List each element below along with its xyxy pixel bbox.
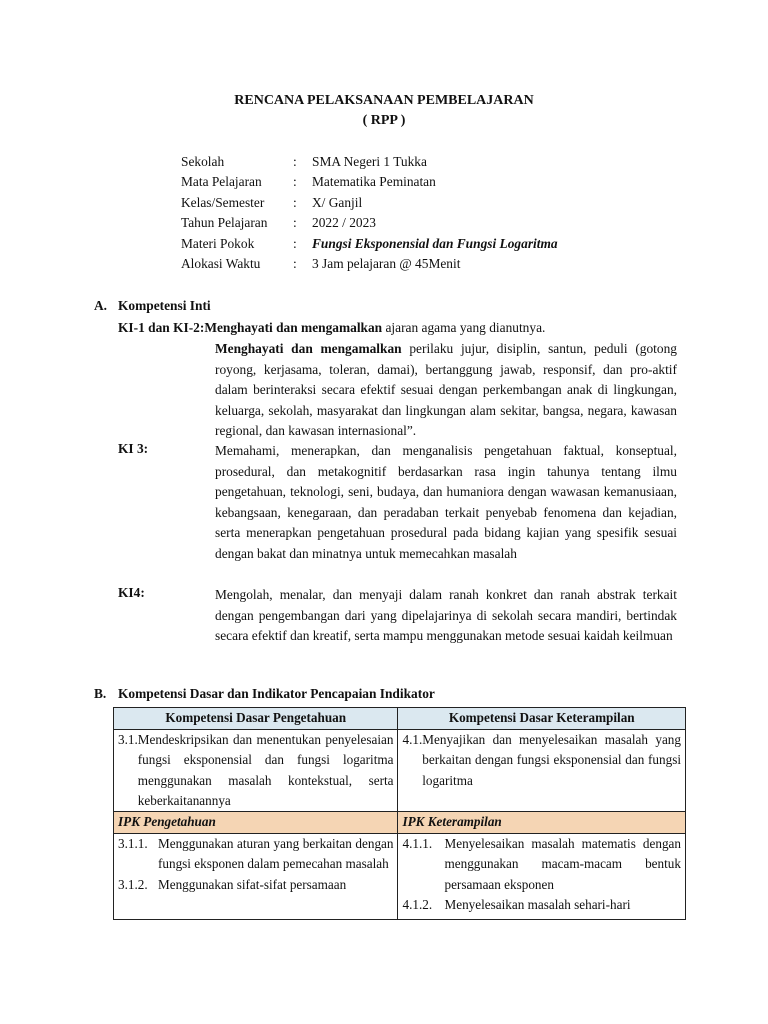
ki-1-2-continuation (215, 339, 677, 442)
kd-text: Menyajikan dan menyelesaikan masalah yang berkaitan dengan fungsi eksponensial dan fungsi logaritma (422, 732, 681, 788)
ipk-text: Menggunakan aturan yang berkaitan dengan fungsi eksponen dalam pemecahan masalah (158, 836, 394, 872)
identity-value: SMA Negeri 1 Tukka (312, 154, 427, 169)
ipk-pengetahuan-cell (114, 834, 398, 920)
ipk-number: 4.1.2. (402, 897, 433, 913)
section-title: Kompetensi Dasar dan Indikator Pencapaian Indikator (118, 686, 435, 701)
ki-1-2-label: KI-1 dan KI-2: (118, 320, 205, 335)
identity-colon: : (293, 154, 297, 169)
identity-colon: : (293, 215, 297, 231)
header-kd-keterampilan: Kompetensi Dasar Keterampilan (398, 708, 686, 730)
identity-row-sekolah (181, 154, 558, 174)
section-letter: A. (94, 298, 108, 313)
table-row-ipk-items (114, 834, 686, 920)
identity-row-tahun-pelajaran (181, 215, 558, 235)
ki-text: perilaku jujur, disiplin, santun, peduli (gotong royong, kerjasama, toleran, damai), bertanggung jawab, responsif, dan pro-aktif dalam berinteraksi secara efektif sesuai dengan perkembangan anak di lingkungan, keluarga, sekolah, masyarakat dan lingkungan alam sekitar, bangsa, negara, kawasan regional, dan kawasan internasional”. (215, 341, 677, 438)
document-subtitle: ( RPP ) (362, 113, 406, 128)
identity-colon: : (293, 235, 297, 251)
identity-colon: : (293, 255, 297, 271)
identity-row-mata-pelajaran (181, 174, 558, 194)
ki-4-label: KI4: (118, 585, 145, 600)
identity-row-kelas-semester (181, 195, 558, 215)
ki-3-text: Memahami, menerapkan, dan menganalisis pengetahuan faktual, konseptual, prosedural, dan metakognitif berdasarkan rasa ingin tahunya tentang ilmu pengetahuan, teknologi, seni, budaya, dan humaniora dengan wawasan kemanusiaan, kebangsaan, kenegaraan, dan peradaban terkait penyebab fenomena dan kejadian, serta menerapkan pengetahuan prosedural pada bidang kajian yang spesifik sesuai dengan bakat dan minatnya untuk memecahkan masalah (215, 443, 677, 561)
ipk-text: Menyelesaikan masalah sehari-hari (444, 897, 631, 913)
table-header-row (114, 708, 686, 730)
identity-value: 3 Jam pelajaran @ 45Menit (312, 255, 461, 271)
section-title: Kompetensi Inti (118, 298, 211, 313)
ipk-keterampilan-header: IPK Keterampilan (398, 812, 686, 834)
kd-keterampilan-cell (398, 730, 686, 812)
ipk-text: Menyelesaikan masalah matematis dengan menggunakan macam-macam bentuk persamaan eksponen (444, 836, 681, 892)
kd-pengetahuan-cell (114, 730, 398, 812)
identity-block (181, 154, 558, 276)
ipk-item (118, 875, 393, 899)
identity-row-materi-pokok (181, 236, 558, 256)
ipk-text: Menggunakan sifat-sifat persamaan (158, 876, 347, 892)
table-row-kd (114, 730, 686, 812)
ki-bold-phrase: Menghayati dan mengamalkan (204, 320, 383, 335)
ipk-number: 3.1.2. (118, 876, 148, 892)
kd-text: Mendeskripsikan dan menentukan penyelesaian fungsi eksponensial dan fungsi logaritma menggunakan masalah kontekstual, serta keberkaitanannya (137, 732, 394, 808)
kd-number: 4.1. (402, 732, 423, 747)
identity-label: Kelas/Semester (181, 194, 265, 210)
table-row-ipk-header (114, 812, 686, 834)
identity-colon: : (293, 174, 297, 190)
ki-1-2-paragraph (118, 318, 677, 339)
ki-bold-phrase: Menghayati dan mengamalkan (215, 341, 402, 356)
ipk-number: 4.1.1. (402, 836, 433, 852)
header-kd-pengetahuan: Kompetensi Dasar Pengetahuan (114, 708, 398, 730)
identity-value: 2022 / 2023 (312, 215, 376, 231)
identity-label: Tahun Pelajaran (181, 215, 268, 231)
ipk-item (118, 834, 393, 875)
identity-value: Fungsi Eksponensial dan Fungsi Logaritma (312, 235, 558, 251)
identity-value: Matematika Peminatan (312, 174, 436, 190)
identity-label: Materi Pokok (181, 235, 255, 251)
identity-value: X/ Ganjil (312, 194, 363, 210)
identity-label: Mata Pelajaran (181, 174, 262, 190)
identity-row-alokasi-waktu (181, 256, 558, 276)
document-title: RENCANA PELAKSANAAN PEMBELAJARAN (234, 93, 534, 108)
section-b-heading (94, 686, 435, 702)
ipk-item (402, 895, 681, 919)
identity-colon: : (293, 194, 297, 210)
section-letter: B. (94, 686, 107, 701)
kd-ipk-table (113, 707, 686, 920)
ipk-keterampilan-cell (398, 834, 686, 920)
ipk-pengetahuan-header: IPK Pengetahuan (114, 812, 398, 834)
identity-label: Sekolah (181, 154, 225, 169)
ki-3-label: KI 3: (118, 441, 149, 456)
ki-text: ajaran agama yang dianutnya. (382, 320, 546, 335)
kd-number: 3.1. (118, 732, 138, 747)
section-a-heading (94, 298, 211, 314)
ki-4-text: Mengolah, menalar, dan menyaji dalam ranah konkret dan ranah abstrak terkait dengan pengembangan dari yang dipelajarinya di sekolah secara mandiri, bertindak secara efektif dan kreatif, serta mampu menggunakan metode sesuai kaidah keilmuan (215, 587, 677, 643)
ipk-number: 3.1.1. (118, 836, 148, 852)
identity-label: Alokasi Waktu (181, 255, 261, 271)
ipk-item (402, 834, 681, 895)
